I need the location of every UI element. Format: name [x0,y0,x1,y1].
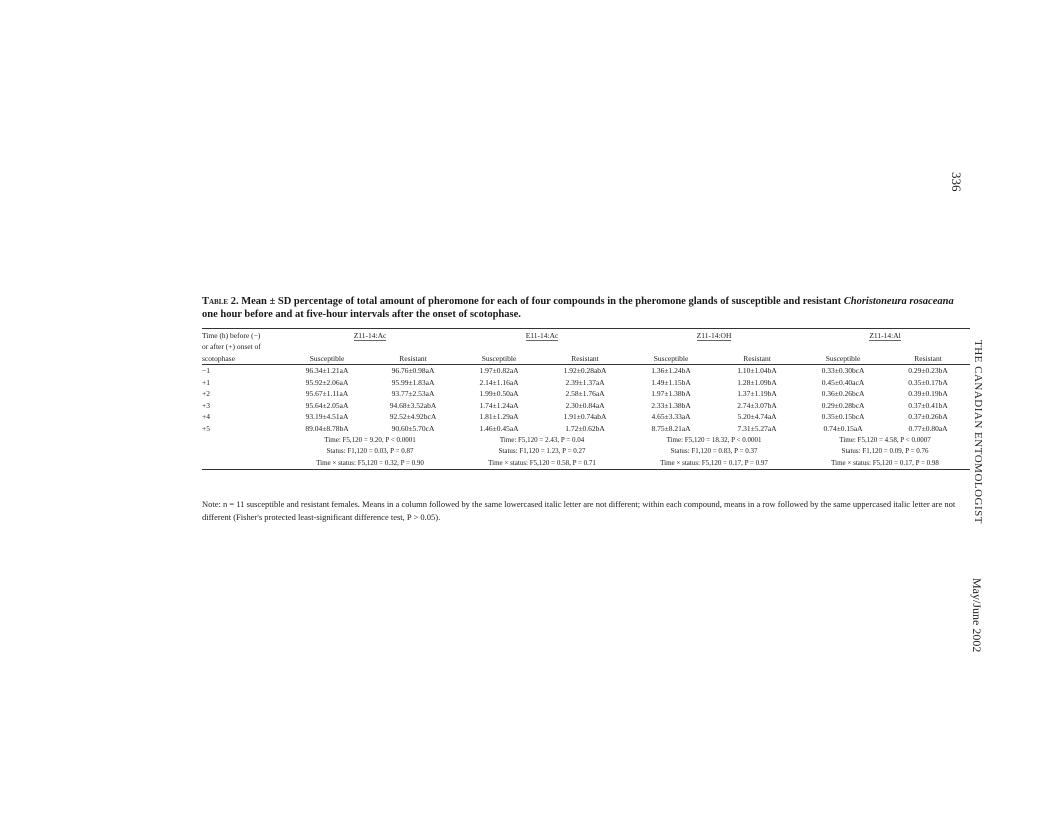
value-cell: 0.37±0.26bA [908,412,948,422]
value-cell: 2.30±0.84aA [565,400,605,410]
value-cell: 90.60±5.70cA [391,423,435,433]
value-cell: 1.49±1.15bA [651,377,691,387]
value-cell: 0.35±0.17bA [908,377,948,387]
value-cell: 92.52±4.92bcA [389,412,437,422]
status-header: Susceptible [800,353,886,365]
time-cell: −1 [202,366,210,376]
value-cell: 1.92±0.28abA [563,366,607,376]
journal-title: THE CANADIAN ENTOMOLOGIST [972,340,984,525]
pheromone-table [202,328,970,470]
status-header: Resistant [542,353,628,365]
time-cell: +2 [202,389,210,399]
stats-row-interaction [202,457,970,469]
value-cell: 1.10±1.04bA [737,366,777,376]
time-cell: +4 [202,412,210,422]
value-cell: 1.28±1.09bA [737,377,777,387]
value-cell: 1.72±0.62bA [565,423,605,433]
value-cell: 0.35±0.15bcA [821,412,865,422]
table-label: Table 2. [202,296,239,307]
stat-cell: Time × status: F5,120 = 0.58, P = 0.71 [456,457,628,469]
value-cell: 1.91±0.74abA [563,412,607,422]
table-row [202,365,970,377]
header-row-status [202,353,970,365]
compound-header: Z11-14:Ac [284,329,456,342]
stat-cell: Status: F1,120 = 1.23, P = 0.27 [498,447,586,456]
value-cell: 96.76±0.98aA [391,366,435,376]
table-row [202,377,970,389]
value-cell: 1.81±1.29aA [479,412,519,422]
value-cell: 7.31±5.27aA [737,423,777,433]
stat-cell: Status: F1,120 = 0.83, P = 0.37 [670,447,758,456]
header-row-mid [202,341,970,353]
value-cell: 1.97±1.38bA [651,389,691,399]
compound-header: E11-14:Ac [456,329,628,342]
value-cell: 4.65±3.33aA [651,412,691,422]
stats-row-status [202,446,970,458]
stat-cell: Time × status: F5,120 = 0.17, P = 0.97 [628,457,800,469]
value-cell: 95.67±1.11aA [305,389,349,399]
stat-cell: Time: F5,120 = 18.32, P < 0.0001 [666,435,762,444]
value-cell: 95.64±2.05aA [305,400,349,410]
value-cell: 0.74±0.15aA [823,423,863,433]
time-header-3: scotophase [202,353,284,365]
table-note: Note: n = 11 susceptible and resistant females. Means in a column followed by the same lowercased italic letter are not different; within each compound, means in a row followed by the same uppercased italic letter are not different (Fisher's protected least-significant difference test, P > 0.05). [202,499,956,522]
value-cell: 89.04±8.78bA [305,423,349,433]
stat-cell: Time: F5,120 = 9.20, P < 0.0001 [324,435,416,444]
stat-cell: Status: F1,120 = 0.09, P = 0.76 [841,447,929,456]
value-cell: 0.29±0.23bA [908,366,948,376]
value-cell: 2.58±1.76aA [565,389,605,399]
value-cell: 0.36±0.26bcA [821,389,865,399]
value-cell: 1.74±1.24aA [479,400,519,410]
value-cell: 2.14±1.16aA [479,377,519,387]
value-cell: 8.75±8.21aA [651,423,691,433]
stat-cell: Time: F5,120 = 4.58, P < 0.0007 [839,435,931,444]
compound-header: Z11-14:Al [800,329,970,342]
value-cell: 2.74±3.07bA [737,400,777,410]
value-cell: 95.92±2.06aA [305,377,349,387]
value-cell: 0.29±0.28bcA [821,400,865,410]
status-header: Susceptible [456,353,542,365]
table-row [202,400,970,412]
header-row-compounds [202,329,970,342]
table-row [202,388,970,400]
value-cell: 96.34±1.21aA [305,366,349,376]
value-cell: 93.77±2.53aA [391,389,435,399]
value-cell: 94.68±3.52abA [389,400,437,410]
caption-text-1: Mean ± SD percentage of total amount of pheromone for each of four compounds in the pheromone glands of susceptible and resistant [238,296,844,307]
status-header: Susceptible [284,353,370,365]
value-cell: 95.99±1.83aA [391,377,435,387]
value-cell: 1.99±0.50aA [479,389,519,399]
value-cell: 0.37±0.41bA [908,400,948,410]
time-header-2: or after (+) onset of [202,342,261,352]
status-header: Susceptible [628,353,714,365]
stat-cell: Status: F1,120 = 0.03, P = 0.87 [326,447,414,456]
value-cell: 0.39±0.19bA [908,389,948,399]
value-cell: 1.97±0.82aA [479,366,519,376]
caption-text-2: one hour before and at five-hour intervals after the onset of scotophase. [202,308,521,320]
value-cell: 5.20±4.74aA [737,412,777,422]
time-cell: +5 [202,423,210,433]
value-cell: 1.37±1.19bA [737,389,777,399]
value-cell: 2.39±1.37aA [565,377,605,387]
table-row [202,411,970,423]
status-header: Resistant [714,353,800,365]
value-cell: 1.46±0.45aA [479,423,519,433]
value-cell: 0.33±0.30bcA [821,366,865,376]
stat-cell: Time: F5,120 = 2.43, P = 0.04 [499,435,585,444]
stat-cell: Time × status: F5,120 = 0.32, P = 0.90 [284,457,456,469]
value-cell: 1.36±1.24bA [651,366,691,376]
time-header-1: Time (h) before (−) [202,329,284,342]
issue-date: May/June 2002 [970,578,984,653]
value-cell: 2.33±1.38bA [651,400,691,410]
stats-row-time [202,434,970,446]
table-caption [202,296,958,321]
page-number: 336 [949,172,964,192]
status-header: Resistant [370,353,456,365]
compound-header: Z11-14:OH [628,329,800,342]
species-name: Choristoneura rosaceana [843,296,954,307]
time-cell: +3 [202,400,210,410]
stat-cell: Time × status: F5,120 = 0.17, P = 0.98 [800,457,970,469]
value-cell: 0.77±0.80aA [908,423,948,433]
time-cell: +1 [202,377,210,387]
table-row [202,423,970,435]
value-cell: 0.45±0.40acA [821,377,865,387]
status-header: Resistant [886,353,970,365]
value-cell: 93.19±4.51aA [305,412,349,422]
